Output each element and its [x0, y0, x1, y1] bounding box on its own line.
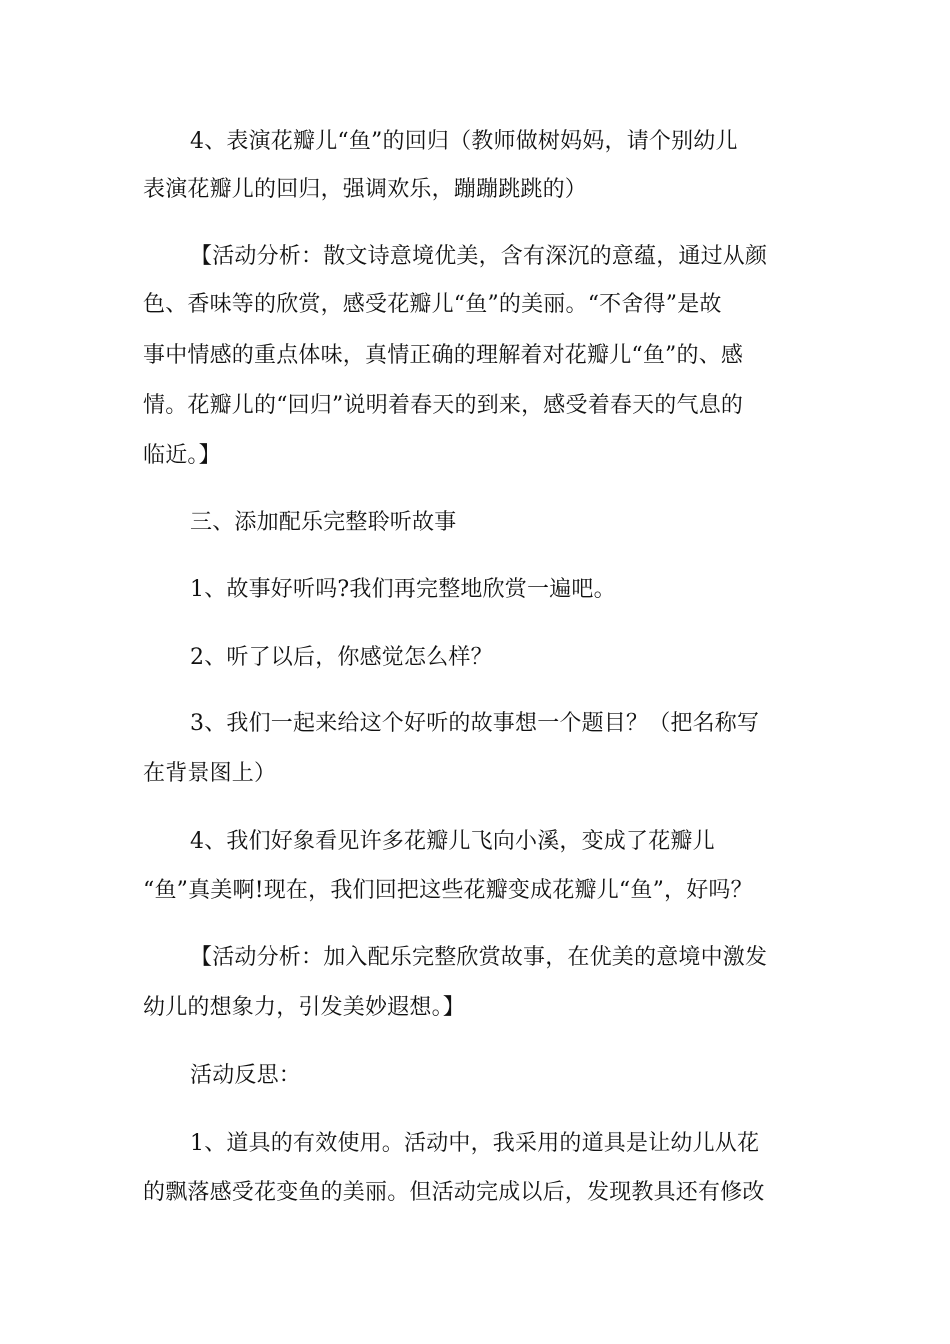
- text-line: 【活动分析：加入配乐完整欣赏故事，在优美的意境中激发: [190, 945, 768, 970]
- text-line: 2、听了以后，你感觉怎么样？: [190, 645, 493, 670]
- text-line: 色、香味等的欣赏，感受花瓣儿“鱼”的美丽。“不舍得”是故: [143, 292, 722, 317]
- section-heading: 三、添加配乐完整聆听故事: [190, 510, 457, 535]
- text-line: 幼儿的想象力，引发美妙遐想。】: [143, 995, 466, 1020]
- text-line: 的飘落感受花变鱼的美丽。但活动完成以后，发现教具还有修改: [143, 1180, 765, 1205]
- text-line: 4、表演花瓣儿“鱼”的回归（教师做树妈妈，请个别幼儿: [190, 129, 738, 154]
- text-line: 在背景图上）: [143, 761, 277, 786]
- section-heading: 活动反思：: [190, 1063, 302, 1088]
- text-line: 事中情感的重点体味，真情正确的理解着对花瓣儿“鱼”的、感: [143, 343, 744, 368]
- text-line: 临近。】: [143, 443, 221, 468]
- text-line: 1、道具的有效使用。活动中，我采用的道具是让幼儿从花: [190, 1131, 760, 1156]
- text-line: 【活动分析：散文诗意境优美，含有深沉的意蕴，通过从颜: [190, 244, 768, 269]
- text-line: 情。花瓣儿的“回归”说明着春天的到来，感受着春天的气息的: [143, 393, 744, 418]
- text-line: “鱼”真美啊!现在，我们回把这些花瓣变成花瓣儿“鱼”，好吗？: [143, 878, 753, 903]
- text-line: 1、故事好听吗?我们再完整地欣赏一遍吧。: [190, 577, 616, 602]
- text-line: 表演花瓣儿的回归，强调欢乐，蹦蹦跳跳的）: [143, 177, 588, 202]
- text-line: 3、我们一起来给这个好听的故事想一个题目？（把名称写: [190, 711, 760, 736]
- text-line: 4、我们好象看见许多花瓣儿飞向小溪，变成了花瓣儿: [190, 829, 715, 854]
